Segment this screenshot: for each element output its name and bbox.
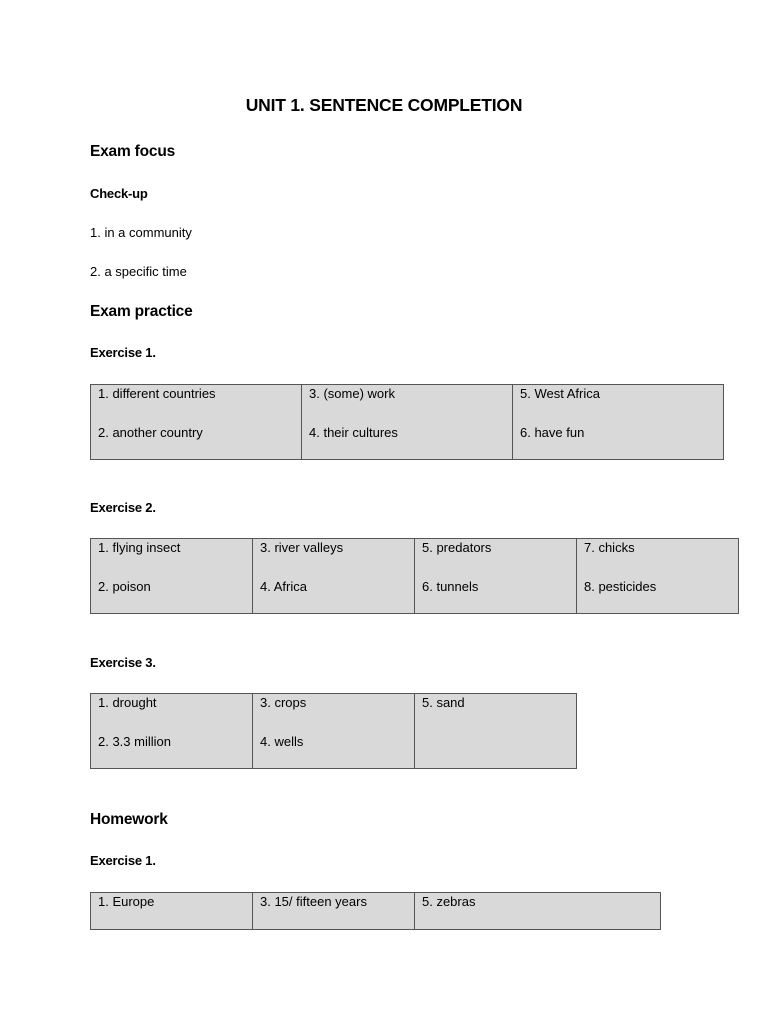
exam-focus-heading: Exam focus <box>90 143 176 160</box>
answer-cell <box>253 694 415 769</box>
answer-cell <box>253 893 415 930</box>
answer-text: 5. West Africa <box>520 386 600 401</box>
answer-text: 2. 3.3 million <box>98 734 171 749</box>
practice-exercise-1-answers <box>90 384 724 460</box>
answer-cell <box>91 694 253 769</box>
answer-text: 5. predators <box>422 540 492 555</box>
answer-text: 5. sand <box>422 695 465 710</box>
answer-text: 6. have fun <box>520 425 585 440</box>
answer-text: 1. Europe <box>98 894 155 909</box>
answer-cell <box>302 385 513 460</box>
answer-cell <box>415 694 577 769</box>
answer-cell <box>513 385 724 460</box>
answer-cell <box>415 893 661 930</box>
answer-text: 5. zebras <box>422 894 476 909</box>
answer-cell <box>253 539 415 614</box>
answer-text: 3. (some) work <box>309 386 395 401</box>
practice-exercise-3-answers <box>90 693 577 769</box>
answer-text: 1. drought <box>98 695 157 710</box>
answer-cell <box>577 539 739 614</box>
check-up-item-2: 2. a specific time <box>90 264 187 279</box>
practice-exercise-3-heading: Exercise 3. <box>90 655 156 670</box>
practice-exercise-1-heading: Exercise 1. <box>90 345 156 360</box>
answer-cell <box>415 539 577 614</box>
answer-text: 4. wells <box>260 734 304 749</box>
answer-cell <box>91 893 253 930</box>
answer-text: 4. Africa <box>260 579 307 594</box>
check-up-item-1: 1. in a community <box>90 225 192 240</box>
answer-text: 1. flying insect <box>98 540 181 555</box>
answer-text: 4. their cultures <box>309 425 398 440</box>
homework-exercise-1-answers <box>90 892 661 930</box>
practice-exercise-2-answers <box>90 538 739 614</box>
answer-text: 3. 15/ fifteen years <box>260 894 367 909</box>
answer-text: 7. chicks <box>584 540 635 555</box>
answer-cell <box>91 539 253 614</box>
homework-exercise-1-heading: Exercise 1. <box>90 853 156 868</box>
page-title: UNIT 1. SENTENCE COMPLETION <box>245 95 523 115</box>
check-up-heading: Check-up <box>90 186 148 201</box>
answer-text: 1. different countries <box>98 386 216 401</box>
homework-heading: Homework <box>90 811 168 828</box>
answer-cell <box>91 385 302 460</box>
answer-text: 3. crops <box>260 695 307 710</box>
exam-practice-heading: Exam practice <box>90 303 193 320</box>
answer-text: 2. poison <box>98 579 151 594</box>
answer-text: 3. river valleys <box>260 540 344 555</box>
answer-text: 8. pesticides <box>584 579 657 594</box>
practice-exercise-2-heading: Exercise 2. <box>90 500 156 515</box>
answer-text: 6. tunnels <box>422 579 479 594</box>
answer-text: 2. another country <box>98 425 203 440</box>
